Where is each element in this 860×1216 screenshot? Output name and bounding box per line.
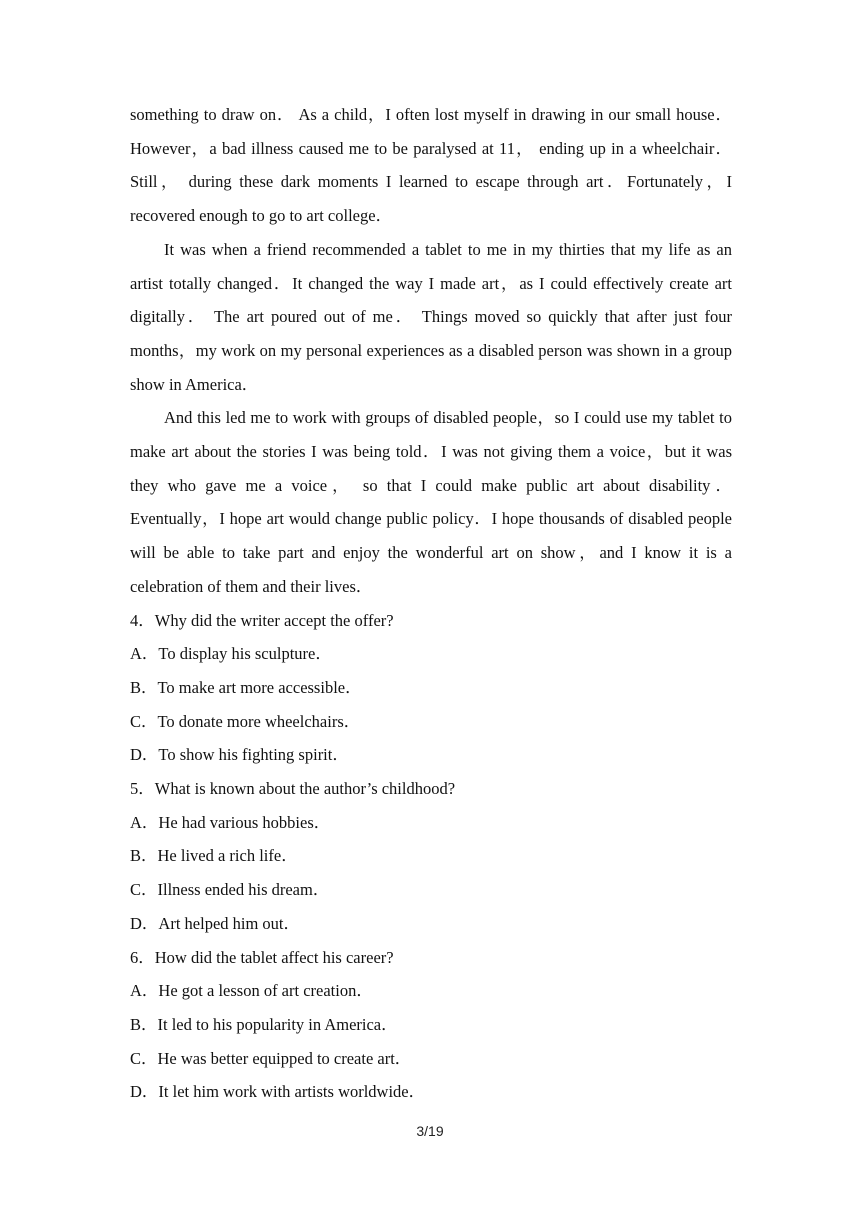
option-d: D．Art helped him out． bbox=[130, 913, 301, 933]
document-body bbox=[130, 98, 732, 1109]
passage-paragraph-1: something to draw on． As a child，I often lost myself in drawing in our small house．However，a bad illness caused me to be paralysed at 11， ending up in a wheelchair． Still， during these dark moments I learned to escape through art．Fortunately，I recovered enough to go to art college． bbox=[130, 105, 732, 226]
passage-paragraph-2: It was when a friend recommended a tablet to me in my thirties that my life as an artist totally changed．It changed the way I made art，as I could effectively create art digitally． The art poured out of me． Things moved so quickly that after just four months，my work on my personal experiences as a disabled person was shown in a group show in America． bbox=[130, 239, 732, 394]
option-b: B．He lived a rich life． bbox=[130, 846, 298, 866]
question-stem: 6．How did the tablet affect his career? bbox=[130, 947, 394, 967]
option-a: A．To display his sculpture． bbox=[130, 644, 332, 664]
question-stem: 4．Why did the writer accept the offer? bbox=[130, 610, 394, 630]
passage-paragraph-3: And this led me to work with groups of disabled people，so I could use my tablet to make art about the stories I was being told．I was not giving them a voice，but it was they who gave me a voice， so that I could make public art about disability．Eventually，I hope art would change public policy．I hope thousands of disabled people will be able to take part and enjoy the wonderful art on show，and I know it is a celebration of them and their lives． bbox=[130, 408, 732, 596]
option-c: C．He was better equipped to create art． bbox=[130, 1048, 412, 1068]
option-d: D．It let him work with artists worldwide． bbox=[130, 1082, 426, 1102]
option-a: A．He had various hobbies． bbox=[130, 812, 331, 832]
question-stem: 5．What is known about the author’s childhood? bbox=[130, 779, 456, 799]
option-b: B．It led to his popularity in America． bbox=[130, 1014, 398, 1034]
option-b: B．To make art more accessible． bbox=[130, 677, 362, 697]
question-6 bbox=[130, 941, 732, 1110]
question-5 bbox=[130, 772, 732, 941]
option-c: C．Illness ended his dream． bbox=[130, 880, 330, 900]
option-c: C．To donate more wheelchairs． bbox=[130, 711, 361, 731]
page-number: 3/19 bbox=[416, 1123, 444, 1139]
question-4 bbox=[130, 604, 732, 773]
option-a: A．He got a lesson of art creation． bbox=[130, 981, 373, 1001]
option-d: D．To show his fighting spirit． bbox=[130, 745, 349, 765]
